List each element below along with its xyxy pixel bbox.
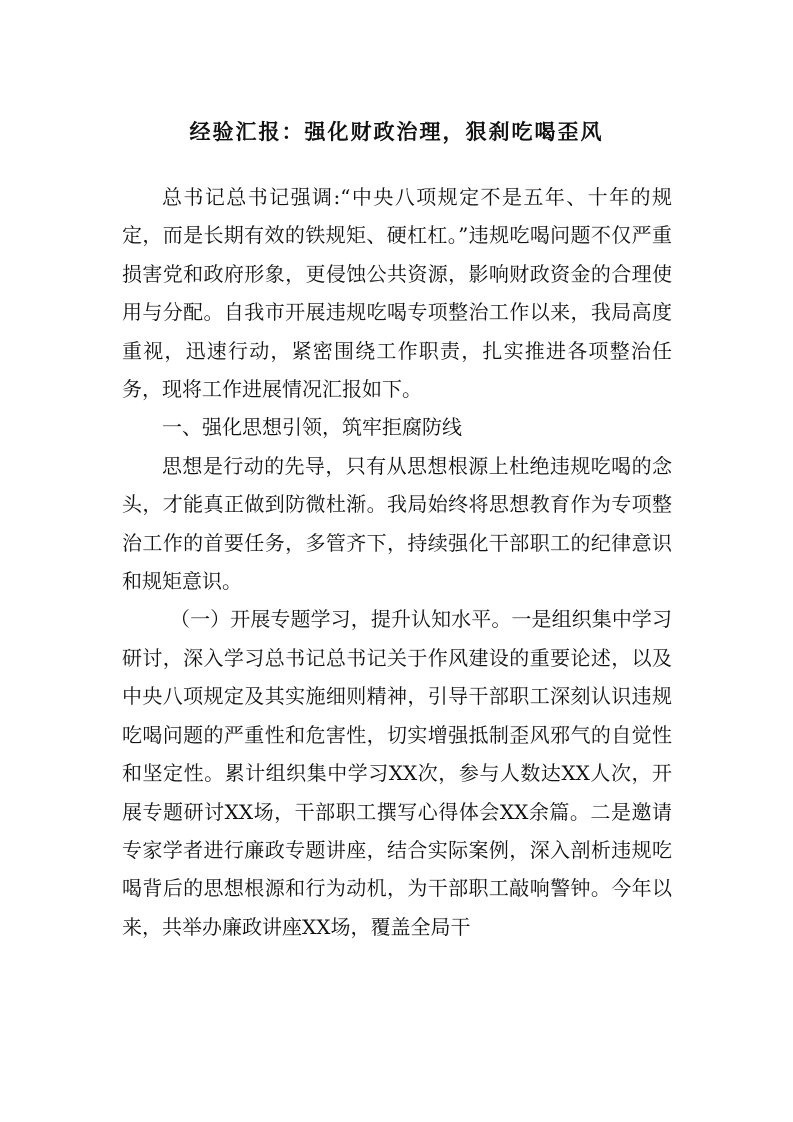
section-paragraph: 思想是行动的先导，只有从思想根源上杜绝违规吃喝的念头，才能真正做到防微杜渐。我局始终将思想教育作为专项整治工作的首要任务，多管齐下，持续强化干部职工的纪律意识和规矩意识。 <box>122 453 672 594</box>
subsection-paragraph: （一）开展专题学习，提升认知水平。一是组织集中学习研讨，深入学习总书记总书记关于作风建设的重要论述，以及中央八项规定及其实施细则精神，引导干部职工深刻认识违规吃喝问题的严重性和危害性，切实增强抵制歪风邪气的自觉性和坚定性。累计组织集中学习XX次，参与人数达XX人次，开展专题研讨XX场，干部职工撰写心得体会XX余篇。二是邀请专家学者进行廉政专题讲座，结合实际案例，深入剖析违规吃喝背后的思想根源和行为动机，为干部职工敲响警钟。今年以来，共举办廉政讲座XX场，覆盖全局干 <box>122 607 672 939</box>
document-title: 经验汇报：强化财政治理，狠刹吃喝歪风 <box>189 119 604 144</box>
document-body <box>122 178 672 946</box>
intro-paragraph: 总书记总书记强调:“中央八项规定不是五年、十年的规定，而是长期有效的铁规矩、硬杠杠。”违规吃喝问题不仅严重损害党和政府形象，更侵蚀公共资源，影响财政资金的合理使用与分配。自我市开展违规吃喝专项整治工作以来，我局高度重视，迅速行动，紧密围绕工作职责，扎实推进各项整治任务，现将工作进展情况汇报如下。 <box>122 185 672 402</box>
section-heading: 一、强化思想引领，筑牢拒腐防线 <box>162 415 462 440</box>
